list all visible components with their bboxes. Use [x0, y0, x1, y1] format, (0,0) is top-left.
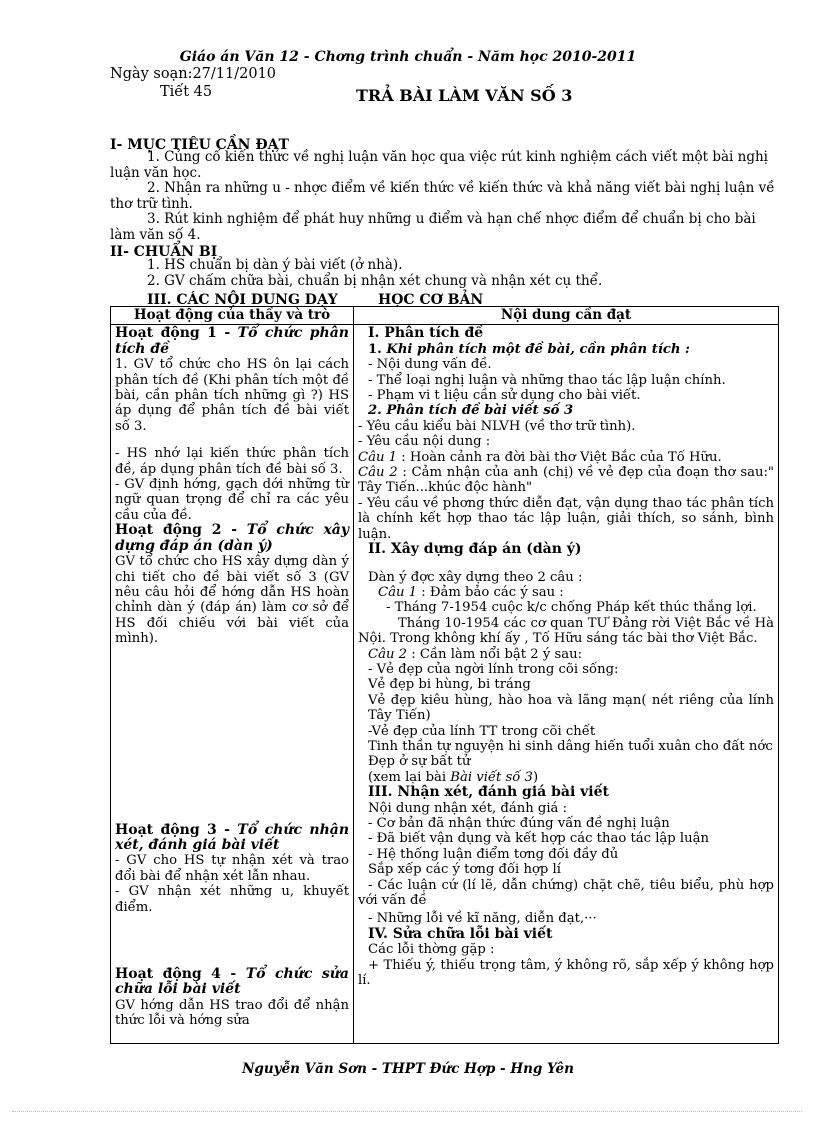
content-cell [354, 325, 779, 1044]
activity-4-title: Hoạt động 4 - Tổ chức sửa chữa lỗi bài viết [115, 965, 349, 998]
content-line: - Thể loại nghị luận và những thao tác lập luận chính. [368, 372, 726, 388]
objective-item-1: 1. Củng cố kiến thức về nghị luận văn học qua việc rút kinh nghiệm cách viết một bài nghị luận văn học. [110, 149, 768, 181]
content-line: - Vẻ đẹp của ngời lính trong cõi sống: [368, 661, 619, 677]
page-title: TRẢ BÀI LÀM VĂN SỐ 3 [356, 86, 573, 105]
content-line: - Nội dung vấn đề. [368, 357, 492, 373]
content-line: - Yêu cầu kiểu bài NLVH (về thơ trữ tình). [358, 418, 636, 434]
column-header-content: Nội dung cần đạt [354, 307, 779, 325]
content-line: - Cơ bản đã nhận thức đúng vấn đề nghị luận [368, 816, 670, 831]
section-content-heading: III. CÁC NỘI DUNG DẠY [147, 292, 338, 308]
content-line: Câu 2 : Cảm nhận của anh (chị) về vẻ đẹp của đoạn thơ sau:" Tây Tiến...khúc độc hành" [358, 465, 774, 496]
lesson-table [110, 306, 779, 1044]
content-line: Tinh thần tự nguyện hi sinh dâng hiến tuổi xuân cho đất nớc [368, 738, 773, 754]
content-line: Câu 2 : Cần làm nổi bật 2 ý sau: [368, 646, 583, 662]
activity-4-text-1: GV hớng dẫn HS trao đổi để nhận thức lỗi và hớng sửa [115, 997, 349, 1029]
content-line: 1. Khi phân tích một đề bài, cần phân tích : [368, 341, 690, 357]
content-line: - Phạm vi t liệu cần sử dụng cho bài viết. [368, 388, 641, 404]
content-line: Tháng 10-1954 các cơ quan TƯ Đảng rời Việt Bắc về Hà Nội. Trong không khí ấy , Tố Hữu sáng tác bài thơ Việt Bắc. [358, 615, 774, 647]
content-line: + Thiếu ý, thiếu trọng tâm, ý không rõ, sắp xếp ý không hợp lí. [358, 957, 774, 989]
section-preparation-heading: II- CHUẨN BỊ [110, 244, 218, 260]
content-line: - Những lỗi về kĩ năng, diễn đạt,··· [368, 911, 597, 927]
section-content-heading-2: HỌC CƠ BẢN [378, 292, 484, 308]
content-line: Câu 1 : Hoàn cảnh ra đời bài thơ Việt Bắc của Tố Hữu. [358, 449, 722, 465]
content-heading-2: II. Xây dựng đáp án (dàn ý) [368, 541, 582, 558]
content-line: - Các luận cứ (lí lẽ, dẫn chứng) chặt chẽ, tiêu biểu, phù hợp với vấn đề [358, 877, 774, 909]
content-heading-1: I. Phân tích đề [368, 325, 484, 342]
activity-3-text-2: - GV nhận xét những u, khuyết điểm. [115, 884, 349, 915]
content-line: - Yêu cầu về phơng thức diễn đạt, vận dụng thao tác phân tích là chính kết hợp thao tác lập luận, giải thích, so sánh, bình luận. [358, 495, 774, 542]
content-line: -Vẻ đẹp của lính TT trong cõi chết [368, 723, 596, 739]
page-bottom-divider [12, 1111, 802, 1112]
activity-2-text-1: GV tổ chức cho HS xây dựng dàn ý chi tiết cho đề bài viết số 3 (GV nêu câu hỏi để hớng dẫn HS hoàn chỉnh dàn ý (đáp án) làm cơ sở để HS đối chiếu với bài viết của mình). [115, 554, 349, 647]
lesson-date: Ngày soạn:27/11/2010 [110, 66, 277, 82]
lesson-period: Tiết 45 [160, 84, 213, 100]
objective-item-2: 2. Nhận ra những u - nhợc điểm về kiến thức về kiến thức và khả năng viết bài nghị luận về thơ trữ tình. [110, 180, 775, 212]
preparation-item-2: 2. GV chấm chữa bài, chuẩn bị nhận xét chung và nhận xét cụ thể. [147, 273, 603, 289]
section-objectives-heading: I- MỤC TIÊU CẦN ĐẠT [110, 137, 289, 153]
content-line: - Đã biết vận dụng và kết hợp các thao tác lập luận [368, 831, 709, 847]
content-line: (xem lại bài Bài viết số 3) [368, 769, 539, 785]
content-line: - Tháng 7-1954 cuộc k/c chống Pháp kết thúc thắng lợi. [386, 600, 757, 616]
activity-1-text-1: 1. GV tổ chức cho HS ôn lại cách phân tích đề (Khi phân tích một đề bài, cần phân tích những gì ?) HS áp dụng để phân tích đề bài viết số 3. [115, 357, 349, 434]
preparation-item-1: 1. HS chuẩn bị dàn ý bài viết (ở nhà). [147, 257, 403, 273]
content-line: Đẹp ở sự bất tử [368, 754, 471, 770]
content-subheading: 2. Phân tích đề bài viết số 3 [368, 403, 574, 419]
content-heading-4: IV. Sửa chữa lỗi bài viết [368, 925, 553, 942]
content-line: - Hệ thống luận điểm tơng đối đầy đủ [368, 846, 619, 862]
page-header: Giáo án Văn 12 - Chơng trình chuẩn - Năm học 2010-2011 [179, 49, 637, 65]
objective-item-3: 3. Rút kinh nghiệm để phát huy những u điểm và hạn chế nhợc điểm để chuẩn bị cho bài làm văn số 4. [110, 211, 756, 243]
content-line: Vẻ đẹp kiêu hùng, hào hoa và lãng mạn( nét riêng của lính Tây Tiến) [368, 692, 774, 724]
content-line: Các lỗi thờng gặp : [368, 942, 495, 958]
content-line: Vẻ đẹp bi hùng, bi tráng [368, 677, 531, 693]
content-line: Câu 1 : Đảm bảo các ý sau : [378, 584, 564, 600]
content-heading-3: III. Nhận xét, đánh giá bài viết [368, 784, 609, 801]
activities-cell [111, 325, 354, 1044]
content-line: Dàn ý đợc xây dựng theo 2 câu : [368, 569, 583, 585]
content-line: Nội dung nhận xét, đánh giá : [368, 800, 568, 816]
activity-1-text-2: - HS nhớ lại kiến thức phân tích đề, áp dụng phân tích đề bài số 3. [115, 446, 349, 477]
activity-1-text-3: - GV định hớng, gạch dới những từ ngữ quan trọng để chỉ ra các yêu cầu của đề. [115, 477, 349, 523]
activity-2-title: Hoạt động 2 - Tổ chức xây dựng đáp án (dàn ý) [115, 522, 350, 554]
content-line: Sắp xếp các ý tơng đối hợp lí [368, 862, 561, 878]
column-header-activities: Hoạt động của thầy và trò [111, 307, 354, 325]
page-footer: Nguyễn Văn Sơn - THPT Đức Hợp - Hng Yên [242, 1061, 574, 1077]
activity-3-title: Hoạt động 3 - Tổ chức nhận xét, đánh giá bài viết [115, 821, 349, 853]
content-line: - Yêu cầu nội dung : [358, 434, 491, 450]
activity-1-title: Hoạt động 1 - Tổ chức phân tích đề [115, 325, 349, 357]
activity-3-text-1: - GV cho HS tự nhận xét và trao đổi bài để nhận xét lẫn nhau. [115, 853, 349, 884]
